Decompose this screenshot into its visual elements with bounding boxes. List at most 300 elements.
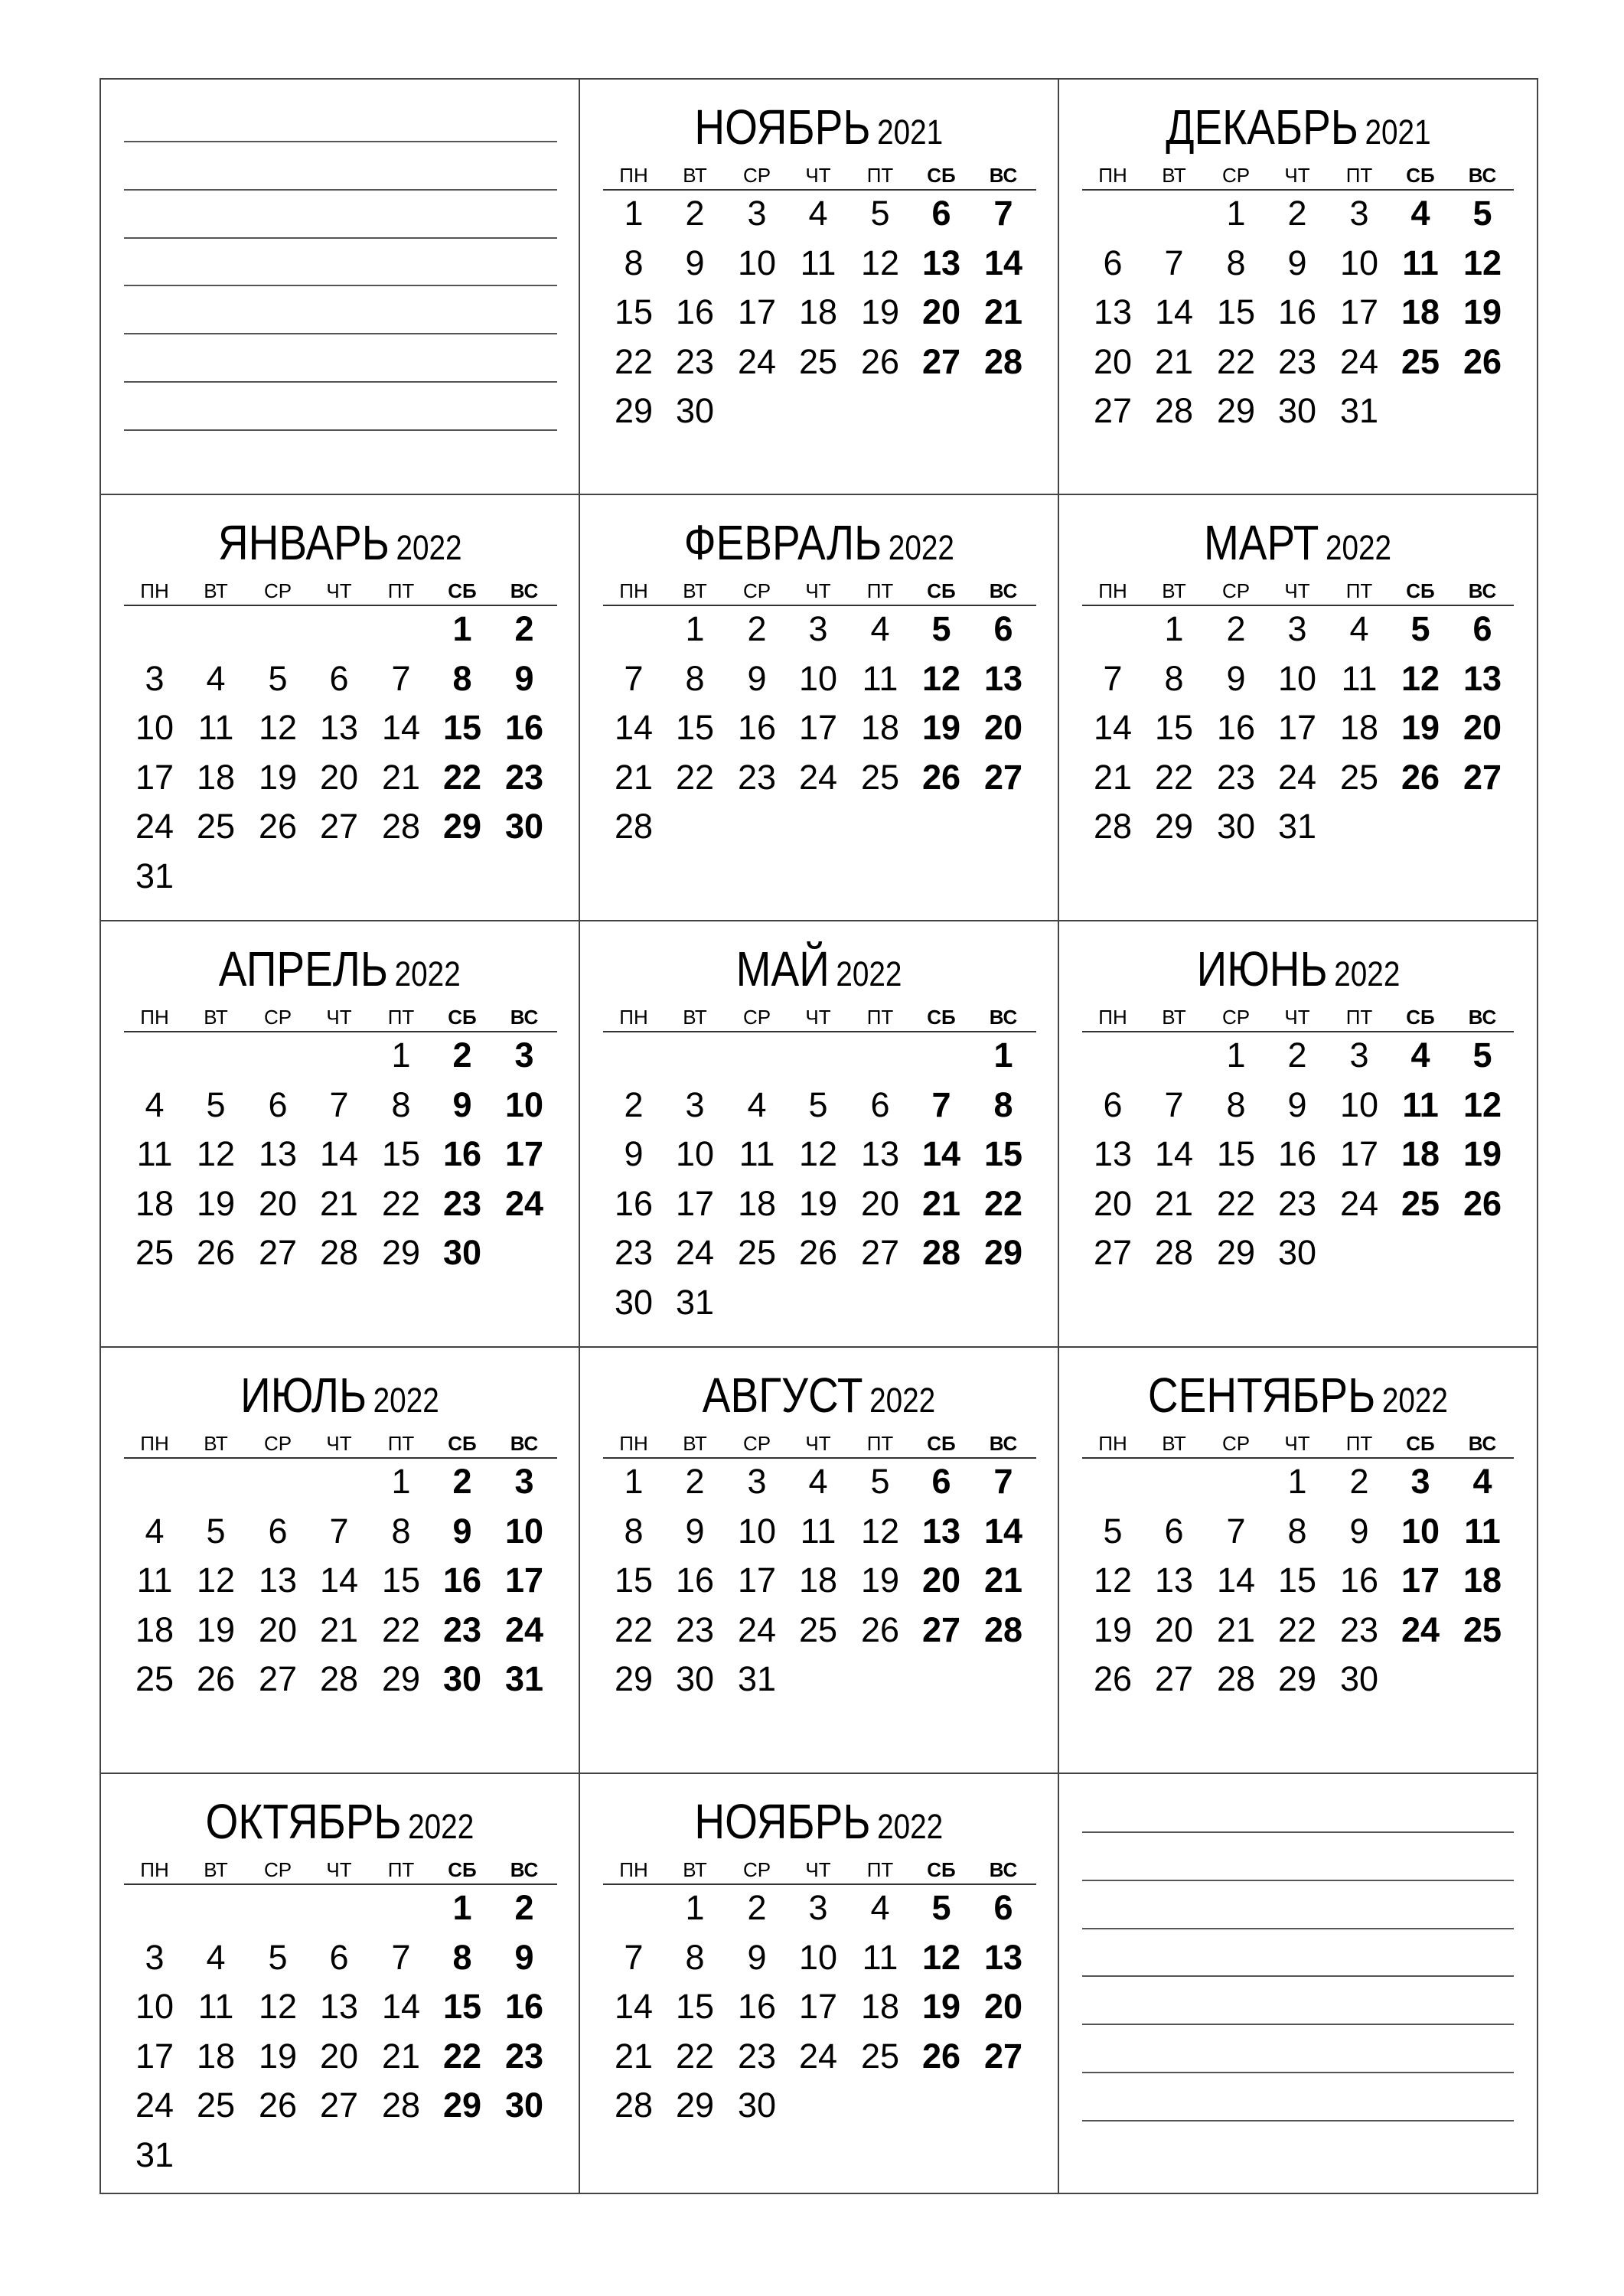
weekday-label: ПН	[619, 579, 648, 602]
day-number: 23	[737, 2036, 777, 2076]
month-title	[101, 941, 579, 996]
day-number: 11	[1402, 1084, 1439, 1124]
day-number: 1	[685, 609, 705, 648]
header-rule	[603, 1457, 1036, 1459]
month-name: ЯНВАРЬ	[217, 515, 390, 570]
note-line	[1082, 1831, 1514, 1833]
day-number: 21	[381, 2036, 421, 2076]
day-number: 8	[1226, 1084, 1246, 1124]
header-rule	[1082, 1031, 1514, 1032]
weekday-label: ВС	[1468, 579, 1497, 602]
month-title-wrap	[683, 515, 954, 570]
day-number: 1	[685, 1888, 705, 1927]
weekday-label: СБ	[448, 579, 477, 602]
day-number: 18	[798, 292, 838, 331]
day-number: 15	[675, 1987, 715, 2026]
weekday-label: ПТ	[866, 164, 894, 187]
month-title-wrap	[1165, 99, 1431, 155]
month-name: ДЕКАБРЬ	[1165, 99, 1358, 155]
day-number: 15	[1277, 1561, 1317, 1600]
month-title-wrap	[1196, 941, 1400, 996]
day-number: 27	[1093, 391, 1133, 430]
weekday-label: СР	[263, 1432, 292, 1455]
day-number: 1	[1164, 609, 1184, 648]
month-title	[101, 1368, 579, 1423]
day-number: 18	[1401, 292, 1440, 331]
weekday-label: ПН	[1098, 1006, 1127, 1029]
day-number: 29	[442, 807, 482, 846]
weekday-label: ЧТ	[1284, 1006, 1310, 1029]
day-number: 20	[1093, 341, 1133, 381]
day-number: 30	[675, 1659, 715, 1698]
day-number: 27	[860, 1233, 900, 1272]
day-number: 28	[614, 2086, 654, 2125]
day-number: 16	[737, 708, 777, 747]
day-number: 12	[258, 708, 298, 747]
month-6	[580, 921, 1059, 1348]
day-number: 1	[993, 1035, 1013, 1075]
day-number: 30	[1277, 1233, 1317, 1272]
day-number: 30	[737, 2086, 777, 2125]
day-number: 28	[1093, 807, 1133, 846]
day-number: 30	[1277, 391, 1317, 430]
day-number: 4	[1472, 1462, 1492, 1501]
weekday-label: СР	[1221, 1006, 1251, 1029]
day-number: 18	[860, 1987, 900, 2026]
day-number: 30	[675, 391, 715, 430]
day-number: 31	[1339, 391, 1379, 430]
day-number: 20	[1093, 1183, 1133, 1223]
note-line	[124, 189, 557, 191]
day-number: 7	[993, 194, 1013, 233]
day-number: 21	[614, 2036, 654, 2076]
weekday-label: ВС	[1468, 1006, 1497, 1029]
day-number: 26	[1093, 1659, 1133, 1698]
day-number: 18	[1463, 1561, 1502, 1600]
day-number: 18	[196, 2036, 236, 2076]
day-number: 27	[983, 2036, 1023, 2076]
weekday-label: ЧТ	[805, 1006, 831, 1029]
day-number: 12	[196, 1561, 236, 1600]
day-number: 28	[1154, 1233, 1194, 1272]
day-number: 15	[381, 1561, 421, 1600]
day-number: 23	[504, 757, 544, 797]
day-number: 29	[442, 2086, 482, 2125]
weekday-label: СБ	[448, 1006, 477, 1029]
day-number: 3	[145, 1937, 165, 1977]
day-number: 30	[504, 2086, 544, 2125]
day-number: 27	[258, 1659, 298, 1698]
day-number: 9	[1287, 243, 1307, 282]
weekday-label: ПТ	[1345, 164, 1373, 187]
day-number: 18	[1401, 1134, 1440, 1173]
day-number: 28	[381, 2086, 421, 2125]
weekday-label: ВТ	[1162, 1432, 1186, 1455]
day-number: 15	[442, 1987, 482, 2026]
header-rule	[124, 1031, 557, 1032]
day-number: 14	[1154, 1134, 1194, 1173]
day-number: 6	[993, 609, 1013, 648]
day-number: 17	[504, 1134, 544, 1173]
header-rule	[603, 1031, 1036, 1032]
day-number: 9	[514, 1937, 534, 1977]
day-number: 12	[921, 1937, 961, 1977]
weekday-label: ВС	[989, 164, 1018, 187]
day-number: 27	[319, 807, 359, 846]
day-number: 10	[1277, 658, 1317, 698]
day-number: 26	[1463, 341, 1502, 381]
day-number: 12	[860, 243, 900, 282]
day-number: 14	[1093, 708, 1133, 747]
day-number: 15	[1216, 1134, 1256, 1173]
day-number: 10	[737, 243, 777, 282]
weekday-label: СБ	[927, 164, 956, 187]
day-number: 11	[800, 1511, 836, 1551]
day-number: 7	[391, 1937, 411, 1977]
day-number: 25	[196, 2086, 236, 2125]
weekday-label: ЧТ	[1284, 1432, 1310, 1455]
day-number: 17	[798, 708, 838, 747]
day-number: 20	[258, 1183, 298, 1223]
day-number: 21	[319, 1183, 359, 1223]
day-number: 7	[624, 1937, 644, 1977]
day-number: 29	[1216, 1233, 1256, 1272]
day-number: 27	[1093, 1233, 1133, 1272]
day-number: 4	[145, 1084, 165, 1124]
day-number: 31	[675, 1282, 715, 1322]
weekday-label: ПТ	[866, 579, 894, 602]
month-title-wrap	[217, 515, 462, 570]
day-number: 6	[268, 1084, 288, 1124]
day-number: 2	[514, 1888, 534, 1927]
day-number: 30	[614, 1282, 654, 1322]
day-number: 26	[860, 341, 900, 381]
note-line	[124, 141, 557, 142]
day-number: 29	[614, 1659, 654, 1698]
day-number: 19	[1093, 1609, 1133, 1649]
day-number: 3	[514, 1462, 534, 1501]
month-year: 2021	[1365, 113, 1431, 152]
header-rule	[1082, 1457, 1514, 1459]
day-number: 19	[258, 757, 298, 797]
day-number: 16	[442, 1561, 482, 1600]
day-number: 8	[452, 1937, 472, 1977]
month-title-wrap	[694, 1794, 944, 1849]
weekday-label: ПТ	[866, 1858, 894, 1881]
day-number: 4	[870, 609, 890, 648]
day-number: 20	[319, 757, 359, 797]
weekday-label: ПН	[140, 1858, 169, 1881]
weekday-label: СР	[1221, 164, 1251, 187]
day-number: 2	[1287, 1035, 1307, 1075]
day-number: 25	[860, 757, 900, 797]
month-title	[580, 941, 1058, 996]
weekday-label: ЧТ	[326, 1432, 352, 1455]
day-number: 25	[1401, 1183, 1440, 1223]
month-title-wrap	[1204, 515, 1392, 570]
day-number: 11	[862, 658, 898, 698]
header-rule	[603, 189, 1036, 191]
day-number: 15	[614, 292, 654, 331]
day-number: 17	[737, 1561, 777, 1600]
day-number: 17	[1401, 1561, 1440, 1600]
day-number: 26	[1401, 757, 1440, 797]
day-number: 24	[1277, 757, 1317, 797]
day-number: 1	[452, 1888, 472, 1927]
day-number: 4	[1349, 609, 1369, 648]
weekday-label: ПТ	[387, 1006, 415, 1029]
day-number: 9	[514, 658, 534, 698]
header-rule	[124, 1457, 557, 1459]
day-number: 26	[1463, 1183, 1502, 1223]
day-number: 23	[1216, 757, 1256, 797]
day-number: 19	[860, 1561, 900, 1600]
day-number: 5	[808, 1084, 828, 1124]
month-2	[101, 495, 580, 921]
note-line	[124, 285, 557, 286]
weekday-label: СР	[742, 1006, 771, 1029]
day-number: 19	[196, 1183, 236, 1223]
day-number: 13	[258, 1561, 298, 1600]
day-number: 8	[391, 1511, 411, 1551]
day-number: 19	[921, 708, 961, 747]
day-number: 16	[614, 1183, 654, 1223]
day-number: 9	[747, 1937, 767, 1977]
day-number: 1	[452, 609, 472, 648]
day-number: 16	[737, 1987, 777, 2026]
day-number: 18	[1339, 708, 1379, 747]
month-title-wrap	[702, 1368, 936, 1423]
day-number: 18	[135, 1609, 174, 1649]
day-number: 24	[504, 1183, 544, 1223]
day-number: 28	[319, 1233, 359, 1272]
month-title	[1059, 941, 1537, 996]
day-number: 10	[675, 1134, 715, 1173]
day-number: 23	[442, 1183, 482, 1223]
day-number: 23	[675, 341, 715, 381]
day-number: 3	[808, 609, 828, 648]
day-number: 30	[442, 1659, 482, 1698]
day-number: 13	[1093, 292, 1133, 331]
day-number: 31	[135, 856, 174, 895]
note-line	[124, 237, 557, 239]
weekday-label: ВТ	[683, 1432, 707, 1455]
weekday-label: СБ	[1406, 579, 1435, 602]
weekday-label: ВС	[989, 1858, 1018, 1881]
day-number: 21	[1216, 1609, 1256, 1649]
weekday-label: ПН	[1098, 164, 1127, 187]
weekday-label: СБ	[1406, 1006, 1435, 1029]
day-number: 16	[504, 708, 544, 747]
day-number: 18	[798, 1561, 838, 1600]
day-number: 15	[442, 708, 482, 747]
month-year: 2022	[1326, 528, 1392, 567]
day-number: 5	[1410, 609, 1430, 648]
day-number: 25	[860, 2036, 900, 2076]
day-number: 28	[381, 807, 421, 846]
note-line	[1082, 1975, 1514, 1977]
weekday-label: ВТ	[683, 164, 707, 187]
weekday-label: ВТ	[1162, 164, 1186, 187]
day-number: 2	[685, 194, 705, 233]
day-number: 16	[1277, 1134, 1317, 1173]
calendar-grid	[99, 78, 1538, 2194]
weekday-label: ПН	[619, 1858, 648, 1881]
day-number: 28	[1216, 1659, 1256, 1698]
day-number: 24	[135, 2086, 174, 2125]
day-number: 27	[983, 757, 1023, 797]
day-number: 23	[442, 1609, 482, 1649]
day-number: 8	[1226, 243, 1246, 282]
weekday-label: ЧТ	[805, 579, 831, 602]
day-number: 14	[319, 1134, 359, 1173]
day-number: 5	[931, 1888, 951, 1927]
day-number: 19	[196, 1609, 236, 1649]
day-number: 10	[798, 658, 838, 698]
day-number: 26	[196, 1233, 236, 1272]
day-number: 16	[675, 292, 715, 331]
day-number: 12	[196, 1134, 236, 1173]
day-number: 29	[381, 1233, 421, 1272]
month-title-wrap	[694, 99, 944, 155]
day-number: 2	[685, 1462, 705, 1501]
day-number: 11	[862, 1937, 898, 1977]
day-number: 24	[798, 757, 838, 797]
weekday-label: ВТ	[204, 579, 228, 602]
day-number: 30	[1339, 1659, 1379, 1698]
day-number: 15	[675, 708, 715, 747]
weekday-label: ВТ	[204, 1006, 228, 1029]
month-0	[580, 80, 1059, 495]
day-number: 3	[514, 1035, 534, 1075]
day-number: 4	[870, 1888, 890, 1927]
weekday-label: ПТ	[1345, 1432, 1373, 1455]
month-title	[580, 1368, 1058, 1423]
month-year: 2022	[373, 1381, 439, 1420]
day-number: 12	[1401, 658, 1440, 698]
day-number: 25	[135, 1233, 174, 1272]
day-number: 22	[614, 341, 654, 381]
weekday-label: ПН	[1098, 1432, 1127, 1455]
day-number: 29	[614, 391, 654, 430]
day-number: 14	[1216, 1561, 1256, 1600]
day-number: 1	[391, 1035, 411, 1075]
weekday-label: ЧТ	[326, 579, 352, 602]
month-year: 2022	[836, 954, 902, 993]
day-number: 19	[1463, 1134, 1502, 1173]
day-number: 28	[921, 1233, 961, 1272]
day-number: 9	[452, 1511, 472, 1551]
day-number: 11	[1402, 243, 1439, 282]
month-title	[580, 1794, 1058, 1849]
month-name: НОЯБРЬ	[694, 99, 871, 155]
weekday-label: ПТ	[866, 1006, 894, 1029]
day-number: 16	[1216, 708, 1256, 747]
day-number: 5	[870, 194, 890, 233]
month-name: МАЙ	[735, 941, 830, 996]
day-number: 10	[135, 1987, 174, 2026]
month-name: СЕНТЯБРЬ	[1147, 1368, 1376, 1423]
month-name: ФЕВРАЛЬ	[683, 515, 882, 570]
weekday-label: ВС	[1468, 1432, 1497, 1455]
weekday-label: ЧТ	[805, 1432, 831, 1455]
day-number: 13	[319, 708, 359, 747]
day-number: 7	[1164, 1084, 1184, 1124]
day-number: 5	[870, 1462, 890, 1501]
day-number: 15	[983, 1134, 1023, 1173]
day-number: 29	[675, 2086, 715, 2125]
day-number: 17	[675, 1183, 715, 1223]
weekday-label: ЧТ	[805, 1858, 831, 1881]
day-number: 23	[614, 1233, 654, 1272]
day-number: 6	[1164, 1511, 1184, 1551]
note-line	[1082, 2120, 1514, 2122]
day-number: 9	[624, 1134, 644, 1173]
day-number: 13	[860, 1134, 900, 1173]
day-number: 26	[196, 1659, 236, 1698]
day-number: 26	[921, 757, 961, 797]
day-number: 5	[1472, 194, 1492, 233]
weekday-label: СР	[263, 579, 292, 602]
day-number: 19	[258, 2036, 298, 2076]
month-year: 2022	[888, 528, 954, 567]
day-number: 14	[381, 708, 421, 747]
day-number: 5	[1472, 1035, 1492, 1075]
header-rule	[603, 1883, 1036, 1885]
day-number: 2	[1287, 194, 1307, 233]
day-number: 16	[442, 1134, 482, 1173]
weekday-label: СР	[742, 1432, 771, 1455]
day-number: 29	[381, 1659, 421, 1698]
weekday-label: ВС	[989, 579, 1018, 602]
day-number: 1	[624, 194, 644, 233]
day-number: 8	[1164, 658, 1184, 698]
day-number: 24	[737, 1609, 777, 1649]
month-year: 2021	[877, 113, 944, 152]
day-number: 3	[1287, 609, 1307, 648]
day-number: 21	[983, 292, 1023, 331]
day-number: 10	[1339, 243, 1379, 282]
day-number: 27	[1463, 757, 1502, 797]
day-number: 26	[258, 807, 298, 846]
day-number: 6	[993, 1888, 1013, 1927]
day-number: 6	[870, 1084, 890, 1124]
day-number: 13	[1093, 1134, 1133, 1173]
day-number: 18	[135, 1183, 174, 1223]
day-number: 24	[1401, 1609, 1440, 1649]
day-number: 27	[921, 341, 961, 381]
day-number: 14	[921, 1134, 961, 1173]
day-number: 20	[921, 292, 961, 331]
day-number: 2	[452, 1035, 472, 1075]
day-number: 25	[1401, 341, 1440, 381]
month-year: 2022	[394, 954, 461, 993]
day-number: 20	[983, 1987, 1023, 2026]
weekday-label: ПН	[140, 1006, 169, 1029]
month-year: 2022	[1381, 1381, 1448, 1420]
weekday-label: СР	[742, 164, 771, 187]
day-number: 26	[921, 2036, 961, 2076]
day-number: 9	[685, 243, 705, 282]
day-number: 25	[798, 341, 838, 381]
month-name: МАРТ	[1204, 515, 1319, 570]
month-year: 2022	[877, 1807, 944, 1846]
weekday-label: ПТ	[1345, 579, 1373, 602]
weekday-label: ПТ	[1345, 1006, 1373, 1029]
day-number: 22	[1277, 1609, 1317, 1649]
header-rule	[124, 605, 557, 606]
weekday-label: ПН	[619, 1006, 648, 1029]
